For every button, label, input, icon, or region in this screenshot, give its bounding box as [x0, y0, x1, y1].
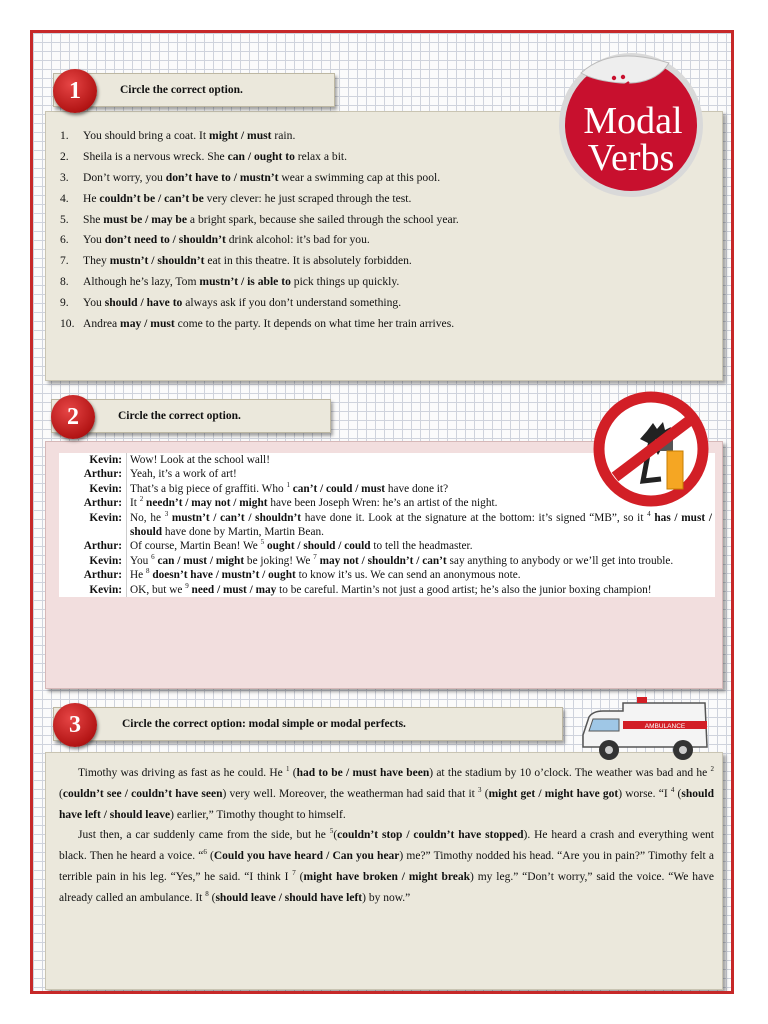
section3-instruction: Circle the correct option: modal simple or modal perfects.: [122, 718, 406, 730]
exercise-item: [60, 272, 580, 293]
item-text: He: [83, 191, 100, 205]
answer-options: needn’t / may not / might: [143, 497, 268, 510]
section1-number-badge: 1: [53, 69, 97, 113]
text-segment: ) by now.”: [362, 891, 411, 904]
dialogue-text: [127, 511, 716, 540]
answer-options: ought / should / could: [264, 540, 371, 553]
answer-options: Could you have heard / Can you hear: [213, 850, 400, 863]
logo-line1: Modal: [583, 100, 683, 142]
text-segment: Yeah, it’s a work of art!: [130, 468, 237, 481]
answer-options: should leave / should have left: [215, 891, 363, 904]
item-text: come to the party. It depends on what time her train arrives.: [174, 317, 455, 331]
gap-number: 4: [647, 509, 651, 518]
text-segment: Just then, a car suddenly came from the side, but he: [78, 829, 330, 842]
answer-options: might get / might have got: [488, 787, 619, 800]
text-segment: have done it. Look at the signature at the bottom: it’s signed “MB”, so it: [301, 511, 648, 524]
speaker-name: Kevin:: [89, 482, 122, 495]
item-text: She: [83, 212, 104, 226]
item-text: a bright spark, because she sailed through the school year.: [187, 212, 459, 226]
text-segment: (: [59, 787, 63, 800]
text-segment: ). He heard a crash and everything went black. Then he heard a voice. “: [59, 829, 714, 863]
gap-number: 3: [164, 509, 169, 518]
section2-number-badge: 2: [51, 395, 95, 439]
dialogue-text: [127, 539, 716, 553]
answer-options: should / have to: [104, 296, 183, 310]
exercise-item: [60, 126, 580, 147]
answer-options: can’t / could / must: [289, 482, 386, 495]
text-segment: have been Joseph Wren: he’s an artist of the night.: [267, 497, 498, 510]
answer-options: couldn’t be / can’t be: [99, 191, 204, 205]
story-paragraph: [59, 763, 714, 825]
item-text: Although he’s lazy, Tom: [83, 275, 200, 289]
modal-verbs-logo: [551, 45, 711, 200]
text-segment: be joking! We: [244, 554, 314, 567]
text-segment: OK, but we: [130, 583, 186, 596]
gap-number: 5: [260, 538, 265, 547]
text-segment: have done by Martin, Martin Bean.: [162, 526, 324, 539]
text-segment: to be careful. Martin’s not just a good artist; he’s also the junior boxing champion!: [276, 583, 652, 596]
ambulance-label: AMBULANCE: [644, 723, 686, 730]
text-segment: That’s a big piece of graffiti. Who: [130, 482, 287, 495]
answer-options: may / must: [120, 317, 175, 331]
text-segment: to tell the headmaster.: [370, 540, 473, 553]
answer-options: couldn’t see / couldn’t have seen: [62, 787, 223, 800]
text-segment: to know it’s us. We can send an anonymous note.: [295, 569, 521, 582]
item-text: You: [83, 296, 105, 310]
text-segment: ) very well. Moreover, the weatherman had said that it: [222, 787, 479, 800]
item-number: 4.: [60, 191, 69, 205]
text-segment: (: [208, 891, 216, 904]
item-text: relax a bit.: [294, 149, 348, 163]
item-number: 10.: [60, 317, 75, 331]
text-segment: ) earlier,” Timothy thought to himself.: [170, 808, 346, 821]
exercise-item: [60, 210, 580, 231]
text-segment: ) me?” Timothy nodded his head. “Are you in pain?” Timothy felt a terrible pain in his leg. “Yes,” he said. “I think I: [59, 850, 714, 883]
section2-instruction: Circle the correct option.: [118, 410, 241, 422]
section3-number-badge: 3: [53, 703, 97, 747]
no-graffiti-icon: [587, 391, 721, 507]
dialogue-line: [59, 554, 715, 568]
text-segment: ) at the stadium by 10 o’clock. The weather was bad and he: [429, 767, 711, 779]
dialogue-line: [59, 568, 715, 582]
dialogue-text: [127, 583, 716, 597]
dialogue-line: [59, 539, 715, 553]
text-segment: He: [130, 569, 146, 582]
answer-options: doesn’t have / mustn’t / ought: [149, 569, 296, 582]
story-paragraph: [59, 825, 714, 908]
item-text: Sheila is a nervous wreck. She: [83, 149, 228, 163]
speaker-name: Arthur:: [83, 540, 122, 553]
gap-number: 1: [286, 481, 290, 490]
item-text: wear a swimming cap at this pool.: [278, 170, 441, 184]
text-segment: ) my leg.” “Don’t worry,” said the voice. “We have already called an ambulance. It: [59, 870, 714, 904]
exercise-item: [60, 147, 580, 168]
section3-header: [53, 707, 563, 741]
speaker-name: Arthur:: [83, 497, 122, 510]
answer-options: can / ought to: [227, 149, 295, 163]
text-segment: (: [333, 829, 338, 842]
item-text: always ask if you don’t understand something.: [182, 296, 402, 310]
item-number: 2.: [60, 149, 69, 163]
answer-options: don’t have to / mustn’t: [165, 170, 279, 184]
item-text: Don’t worry, you: [83, 170, 166, 184]
dialogue-text: [127, 568, 716, 582]
text-segment: You: [130, 554, 152, 567]
item-text: drink alcohol: it’s bad for you.: [225, 233, 370, 247]
speaker-name: Kevin:: [89, 454, 122, 466]
exercise-item: [60, 293, 580, 314]
item-number: 1.: [60, 129, 69, 142]
item-number: 8.: [60, 275, 69, 289]
speaker-name: Kevin:: [89, 554, 122, 567]
text-segment: have done it?: [385, 482, 449, 495]
section1-instruction: Circle the correct option.: [120, 84, 243, 96]
answer-options: can / must / might: [154, 554, 245, 567]
item-text: very clever: he just scraped through the test.: [203, 191, 412, 205]
gap-number: 8: [205, 889, 209, 898]
text-segment: Of course, Martin Bean! We: [130, 540, 261, 553]
answer-options: might have broken / might break: [303, 870, 471, 883]
item-text: You should bring a coat. It: [83, 129, 210, 142]
exercise-item: [60, 168, 580, 189]
gap-number: 8: [146, 567, 150, 576]
text-segment: say anything to anybody or we’ll get into trouble.: [446, 554, 674, 567]
answer-options: must be / may be: [103, 212, 188, 226]
item-number: 9.: [60, 296, 69, 310]
speaker-name: Arthur:: [83, 569, 122, 582]
item-number: 3.: [60, 170, 69, 184]
answer-options: mustn’t / shouldn’t: [109, 254, 205, 268]
text-segment: (: [289, 767, 297, 779]
gap-number: 6: [151, 553, 155, 562]
item-text: pick things up quickly.: [290, 275, 400, 289]
gap-number: 4: [670, 785, 675, 794]
item-number: 5.: [60, 212, 69, 226]
answer-options: mustn’t / is able to: [199, 275, 291, 289]
section1-list: [60, 126, 580, 335]
speaker-name: Kevin:: [89, 583, 122, 596]
gap-number: 9: [185, 581, 189, 590]
item-text: Andrea: [83, 317, 121, 331]
dialogue-line: [59, 511, 715, 540]
answer-options: need / must / may: [188, 583, 277, 596]
speaker-name: Arthur:: [83, 468, 122, 481]
item-text: They: [83, 254, 110, 268]
item-number: 7.: [60, 254, 69, 268]
gap-number: 7: [313, 553, 317, 562]
text-segment: (: [674, 787, 682, 800]
gap-number: 2: [710, 765, 714, 774]
item-text: You: [83, 233, 105, 247]
answer-options: might / must: [209, 129, 272, 142]
ambulance-icon: [579, 695, 713, 765]
text-segment: ) worse. “I: [618, 787, 671, 800]
text-segment: (: [481, 787, 489, 800]
exercise-item: [60, 189, 580, 210]
text-segment: Wow! Look at the school wall!: [130, 454, 270, 466]
section3-story: [59, 763, 714, 909]
text-segment: It: [130, 497, 140, 510]
answer-options: had to be / must have been: [296, 767, 430, 779]
answer-options: couldn’t stop / couldn’t have stopped: [337, 829, 524, 842]
worksheet-frame: [30, 30, 734, 994]
logo-line2: Verbs: [587, 137, 675, 179]
exercise-item: [60, 314, 580, 335]
item-text: rain.: [271, 129, 296, 142]
dialogue-line: [59, 583, 715, 597]
gap-number: 3: [478, 785, 482, 794]
gap-number: 6: [203, 848, 207, 857]
gap-number: 7: [292, 869, 296, 878]
exercise-item: [60, 230, 580, 251]
speaker-name: Kevin:: [89, 511, 122, 524]
answer-options: should have left / should leave: [59, 787, 714, 821]
dialogue-text: [127, 554, 716, 568]
text-segment: Timothy was driving as fast as he could. He: [78, 767, 287, 779]
exercise-item: [60, 251, 580, 272]
answer-options: may not / shouldn’t / can’t: [316, 554, 447, 567]
text-segment: (: [206, 850, 214, 863]
item-text: eat in this theatre. It is absolutely forbidden.: [204, 254, 412, 268]
answer-options: has / must / should: [130, 511, 712, 539]
gap-number: 5: [329, 827, 334, 836]
text-segment: No, he: [130, 511, 165, 524]
gap-number: 2: [139, 495, 144, 504]
answer-options: don’t need to / shouldn’t: [104, 233, 226, 247]
gap-number: 1: [286, 765, 290, 774]
item-number: 6.: [60, 233, 69, 247]
answer-options: mustn’t / can’t / shouldn’t: [168, 511, 302, 524]
text-segment: (: [295, 870, 304, 883]
